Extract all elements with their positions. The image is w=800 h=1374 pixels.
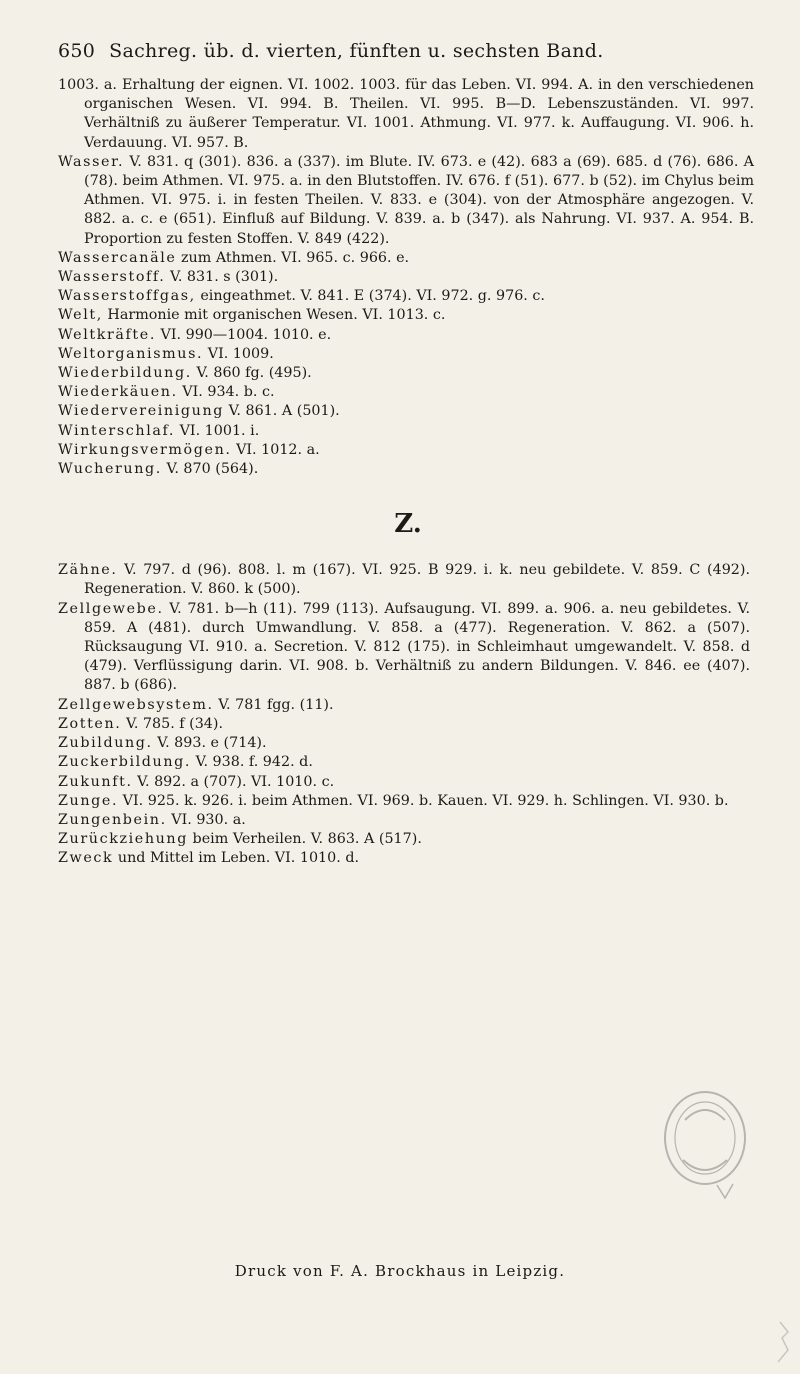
index-entry — [58, 734, 758, 753]
index-entry — [58, 792, 758, 811]
entry-headword: Zellgewebsystem. — [58, 696, 214, 713]
entry-headword: Zungenbein. — [58, 811, 167, 828]
entry-references: beim Verheilen. V. 863. A (517). — [192, 831, 422, 848]
page-number: 650 — [58, 40, 96, 62]
entry-headword: Winterschlaf. — [58, 422, 176, 439]
index-entry — [58, 849, 758, 868]
entry-references: V. 892. a (707). VI. 1010. c. — [137, 773, 335, 790]
entry-headword: Wassercanäle — [58, 249, 177, 266]
index-entry — [58, 383, 758, 402]
index-entry — [58, 460, 758, 479]
entry-references: V. 831. s (301). — [170, 269, 279, 286]
entry-headword: Wiederkäuen. — [58, 384, 178, 401]
entry-references: VI. 1001. i. — [179, 422, 260, 439]
library-stamp-icon — [655, 1080, 750, 1200]
index-entry — [58, 422, 758, 441]
entry-references: zum Athmen. VI. 965. c. 966. e. — [181, 249, 410, 266]
printer-imprint: Druck von F. A. Brockhaus in Leipzig. — [234, 1262, 566, 1280]
entry-references: V. 861. A (501). — [228, 403, 340, 420]
index-entry — [58, 326, 758, 345]
entry-references: Harmonie mit organischen Wesen. VI. 1013. c. — [107, 307, 446, 324]
entry-headword: Wirkungsvermögen. — [58, 441, 232, 458]
entry-references: VI. 930. a. — [171, 811, 246, 828]
entry-headword: Zotten. — [58, 715, 122, 732]
entry-headword: Wucherung. — [58, 461, 162, 478]
index-entry — [58, 773, 758, 792]
index-entry — [58, 441, 758, 460]
index-entry — [58, 715, 758, 734]
index-entry — [58, 364, 758, 383]
entry-headword: Welt, — [58, 307, 103, 324]
entry-headword: Wasserstoff. — [58, 269, 166, 286]
page — [58, 40, 758, 869]
running-title: Sachreg. üb. d. vierten, fünften u. sechsten Band. — [109, 40, 604, 62]
entry-headword: Zähne. — [58, 562, 118, 579]
index-entry — [58, 402, 758, 421]
index-entry — [58, 753, 758, 772]
entry-references: VI. 934. b. c. — [182, 384, 275, 401]
entry-headword: Weltorganismus. — [58, 345, 204, 362]
entry-references: V. 797. d (96). 808. l. m (167). VI. 925. B 929. i. k. neu gebildete. V. 859. C (492). Regeneration. V. 860. k (500). — [84, 562, 751, 598]
index-entry — [58, 696, 758, 715]
entry-headword: Zukunft. — [58, 773, 133, 790]
entry-headword: Zellgewebe. — [58, 600, 164, 617]
index-entry — [58, 561, 758, 599]
entry-references: V. 785. f (34). — [126, 715, 224, 732]
index-entry — [58, 306, 758, 325]
entry-references: und Mittel im Leben. VI. 1010. d. — [117, 850, 360, 867]
entry-references: V. 831. q (301). 836. a (337). im Blute. IV. 673. e (42). 683 a (69). 685. d (76). 686. A (78). beim Athmen. VI. 975. a. in den Blutstoffen. IV. 676. f (51). 677. b (52). im Chylus beim Athmen. VI. 975. i. in festen Theilen. V. 833. e (304). von der Atmosphäre angezogen. V. 882. a. c. e (651). Einfluß auf Bildung. V. 839. a. b (347). als Nahrung. VI. 937. A. 954. B. Proportion zu festen Stoffen. V. 849 (422). — [84, 153, 754, 247]
entry-references: VI. 925. k. 926. i. beim Athmen. VI. 969. b. Kauen. VI. 929. h. Schlingen. VI. 930. b. — [122, 792, 729, 809]
entry-references: V. 781. b—h (11). 799 (113). Aufsaugung. VI. 899. a. 906. a. neu gebildetes. V. 859. A (481). durch Umwandlung. V. 858. a (477). Regeneration. V. 862. a (507). Rücksaugung VI. 910. a. Secretion. V. 812 (175). in Schleimhaut umgewandelt. V. 858. d (479). Verflüssigung darin. VI. 908. b. Verhältniß zu andern Bildungen. V. 846. ee (407). 887. b (686). — [84, 600, 751, 694]
entry-headword: Zunge. — [58, 792, 119, 809]
entry-references: V. 781 fgg. (11). — [218, 696, 334, 713]
entry-references: eingeathmet. V. 841. E (374). VI. 972. g. 976. c. — [200, 288, 545, 305]
entry-headword: Wasser. — [58, 153, 125, 170]
index-entries-w — [58, 76, 758, 479]
index-entry — [58, 345, 758, 364]
margin-mark-icon — [760, 1320, 790, 1365]
entry-headword: Zurückziehung — [58, 831, 188, 848]
index-entry — [58, 287, 758, 306]
index-entries-z — [58, 561, 758, 868]
index-entry — [58, 268, 758, 287]
entry-references: VI. 1009. — [207, 345, 274, 362]
entry-headword: Wiederbildung. — [58, 365, 192, 382]
index-entry — [58, 600, 758, 696]
entry-headword: Zuckerbildung. — [58, 754, 192, 771]
entry-headword: Wiedervereinigung — [58, 403, 225, 420]
entry-references: V. 870 (564). — [166, 461, 259, 478]
section-letter: Z. — [394, 509, 422, 540]
entry-headword: Weltkräfte. — [58, 326, 156, 343]
entry-references: 1003. a. Erhaltung der eignen. VI. 1002. 1003. für das Leben. VI. 994. A. in den verschiedenen organischen Wesen. VI. 994. B. Theilen. VI. 995. B—D. Lebenszuständen. VI. 997. Verhältniß zu äußerer Temperatur. VI. 1001. Athmung. VI. 977. k. Auffaugung. VI. 906. h. Verdauung. VI. 957. B. — [58, 77, 754, 151]
index-entry — [58, 249, 758, 268]
index-entry — [58, 76, 758, 153]
index-entry — [58, 153, 758, 249]
entry-references: VI. 1012. a. — [236, 441, 320, 458]
entry-headword: Zweck — [58, 850, 114, 867]
index-entry — [58, 811, 758, 830]
entry-references: V. 893. e (714). — [157, 735, 267, 752]
entry-references: V. 938. f. 942. d. — [195, 754, 313, 771]
index-entry — [58, 830, 758, 849]
entry-headword: Zubildung. — [58, 735, 153, 752]
entry-headword: Wasserstoffgas, — [58, 288, 196, 305]
running-head — [58, 40, 758, 62]
entry-references: VI. 990—1004. 1010. e. — [160, 326, 332, 343]
entry-references: V. 860 fg. (495). — [196, 365, 312, 382]
